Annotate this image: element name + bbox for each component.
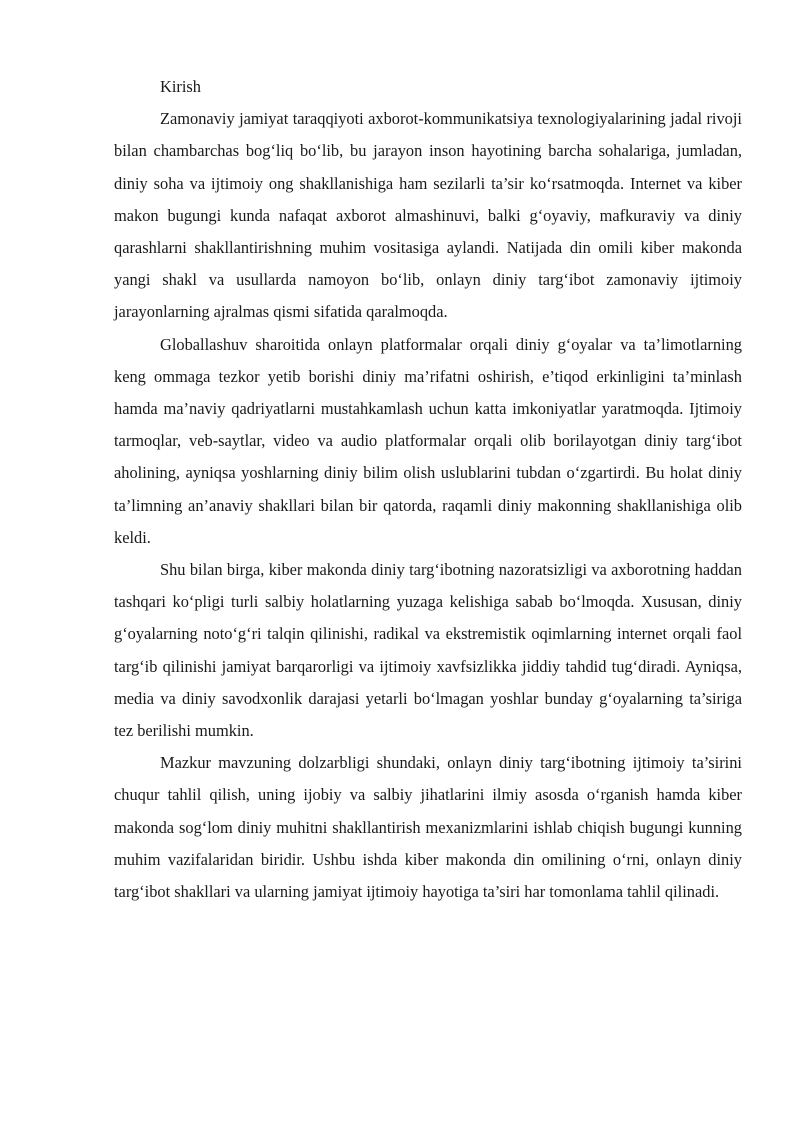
paragraph-1: Zamonaviy jamiyat taraqqiyoti axborot-kommunikatsiya texnologiyalarining jadal rivoji bilan chambarchas bog‘liq bo‘lib, bu jarayon inson hayotining barcha sohalariga, jumladan, diniy soha va ijtimoiy ong shakllanishiga ham sezilarli ta’sir ko‘rsatmoqda. Internet va kiber makon bugungi kunda nafaqat axborot almashinuvi, balki g‘oyaviy, mafkuraviy va diniy qarashlarni shakllantirishning muhim vositasiga aylandi. Natijada din omili kiber makonda yangi shakl va usullarda namoyon bo‘lib, onlayn diniy targ‘ibot zamonaviy ijtimoiy jarayonlarning ajralmas qismi sifatida qaralmoqda. xyxy=(114,109,742,322)
paragraph-2: Globallashuv sharoitida onlayn platformalar orqali diniy g‘oyalar va ta’limotlarning keng ommaga tezkor yetib borishi diniy ma’rifatni oshirish, e’tiqod erkinligini ta’minlash hamda ma’naviy qadriyatlarni mustahkamlash uchun katta imkoniyatlar yaratmoqda. Ijtimoiy tarmoqlar, veb-saytlar, video va audio platformalar orqali olib borilayotgan diniy targ‘ibot aholining, ayniqsa yoshlarning diniy bilim olish uslublarini tubdan o‘zgartirdi. Bu holat diniy ta’limning an’anaviy shakllari bilan bir qatorda, raqamli diniy makonning shakllanishiga olib keldi. xyxy=(114,334,742,547)
paragraph-4: Mazkur mavzuning dolzarbligi shundaki, onlayn diniy targ‘ibotning ijtimoiy ta’sirini chuqur tahlil qilish, uning ijobiy va salbiy jihatlarini ilmiy asosda o‘rganish hamda kiber makonda sog‘lom diniy muhitni shakllantirish mexanizmlarini ishlab chiqish bugungi kunning muhim vazifalaridan biridir. Ushbu ishda kiber makonda din omilining o‘rni, onlayn diniy targ‘ibot shakllari va ularning jamiyat ijtimoiy hayotiga ta’siri har tomonlama tahlil qilinadi. xyxy=(114,753,742,902)
document-body xyxy=(114,71,742,908)
section-heading: Kirish xyxy=(160,77,201,96)
paragraph-3: Shu bilan birga, kiber makonda diniy targ‘ibotning nazoratsizligi va axborotning haddan tashqari ko‘pligi turli salbiy holatlarning yuzaga kelishiga sabab bo‘lmoqda. Xususan, diniy g‘oyalarning noto‘g‘ri talqin qilinishi, radikal va ekstremistik oqimlarning internet orqali faol targ‘ib qilinishi jamiyat barqarorligi va ijtimoiy xavfsizlikka jiddiy tahdid tug‘diradi. Ayniqsa, media va diniy savodxonlik darajasi yetarli bo‘lmagan yoshlar bunday g‘oyalarning ta’siriga tez berilishi mumkin. xyxy=(114,560,742,741)
